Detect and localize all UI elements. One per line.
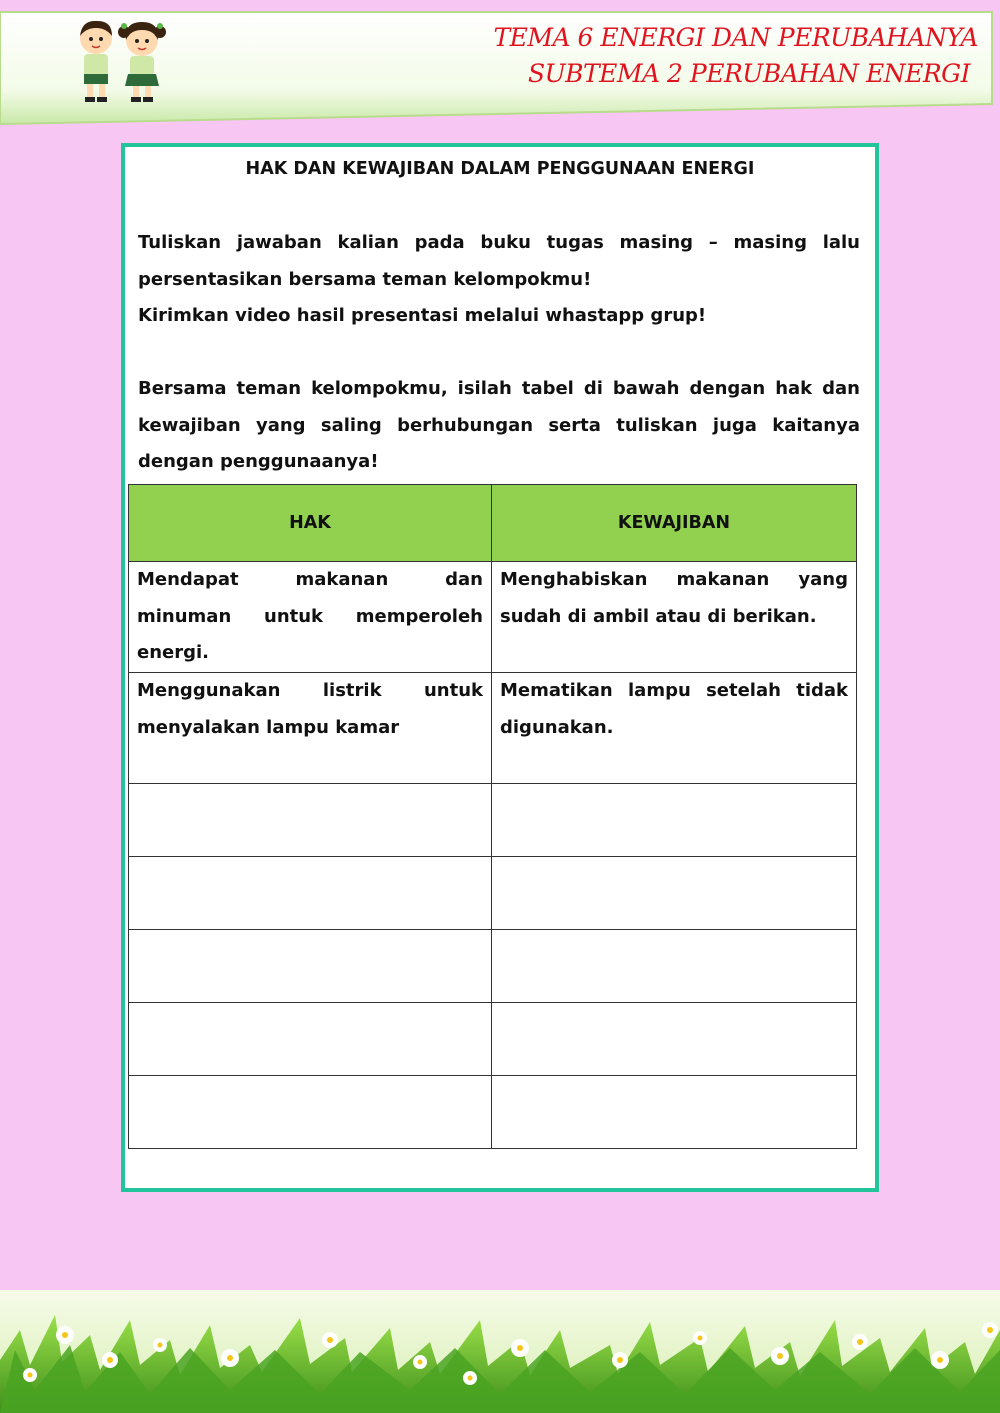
instructions-paragraph: [138, 225, 860, 335]
kewajiban-cell[interactable]: [492, 673, 857, 784]
cell-line: Mematikan lampu setelah tidak: [500, 680, 848, 701]
instruction-line: persentasikan bersama teman kelompokmu!: [138, 268, 592, 290]
empty-table-row: [129, 857, 857, 930]
task-line: kewajiban yang saling berhubungan serta tuliskan juga kaitanya: [138, 414, 860, 436]
hak-cell[interactable]: [129, 857, 492, 930]
hak-cell[interactable]: [129, 1003, 492, 1076]
theme-line: TEMA 6 ENERGI DAN PERUBAHANYA: [493, 23, 978, 52]
cell-line: Mendapat makanan dan: [137, 569, 483, 590]
theme-title: [493, 20, 978, 92]
cell-line: minuman untuk memperoleh: [137, 605, 483, 627]
column-header-hak: HAK: [129, 485, 492, 562]
worksheet-title: HAK DAN KEWAJIBAN DALAM PENGGUNAAN ENERGI: [245, 159, 755, 179]
hak-cell[interactable]: [129, 930, 492, 1003]
kewajiban-cell[interactable]: [492, 1076, 857, 1149]
kewajiban-cell[interactable]: [492, 562, 857, 673]
subtheme-line: SUBTEMA 2 PERUBAHAN ENERGI: [527, 59, 970, 88]
worksheet-card: [121, 143, 879, 1192]
cell-line: menyalakan lampu kamar: [137, 716, 400, 738]
column-header-kewajiban: KEWAJIBAN: [492, 485, 857, 562]
cell-line: energi.: [137, 642, 209, 663]
kids-illustration: [66, 18, 176, 104]
cell-line: Menghabiskan makanan yang: [500, 569, 848, 590]
cell-line: Menggunakan listrik untuk: [137, 680, 483, 701]
grass-footer-decoration: [0, 1290, 1000, 1413]
hak-cell[interactable]: [129, 784, 492, 857]
cell-line: digunakan.: [500, 716, 614, 738]
table-header-row: [129, 485, 857, 562]
empty-table-row: [129, 784, 857, 857]
empty-table-row: [129, 1003, 857, 1076]
table-row: [129, 562, 857, 673]
hak-cell[interactable]: [129, 1076, 492, 1149]
hak-cell[interactable]: [129, 673, 492, 784]
kewajiban-cell[interactable]: [492, 857, 857, 930]
table-row: [129, 673, 857, 784]
kewajiban-cell[interactable]: [492, 784, 857, 857]
empty-table-row: [129, 930, 857, 1003]
empty-table-row: [129, 1076, 857, 1149]
instruction-line: Kirimkan video hasil presentasi melalui whastapp grup!: [138, 305, 707, 326]
kewajiban-cell[interactable]: [492, 1003, 857, 1076]
task-line: dengan penggunaanya!: [138, 451, 379, 472]
rights-obligations-table: [128, 484, 857, 1149]
task-line: Bersama teman kelompokmu, isilah tabel di bawah dengan hak dan: [138, 378, 860, 399]
cell-line: sudah di ambil atau di berikan.: [500, 605, 817, 627]
kewajiban-cell[interactable]: [492, 930, 857, 1003]
instruction-line: Tuliskan jawaban kalian pada buku tugas masing – masing lalu: [138, 232, 860, 253]
hak-cell[interactable]: [129, 562, 492, 673]
task-paragraph: [138, 371, 860, 481]
